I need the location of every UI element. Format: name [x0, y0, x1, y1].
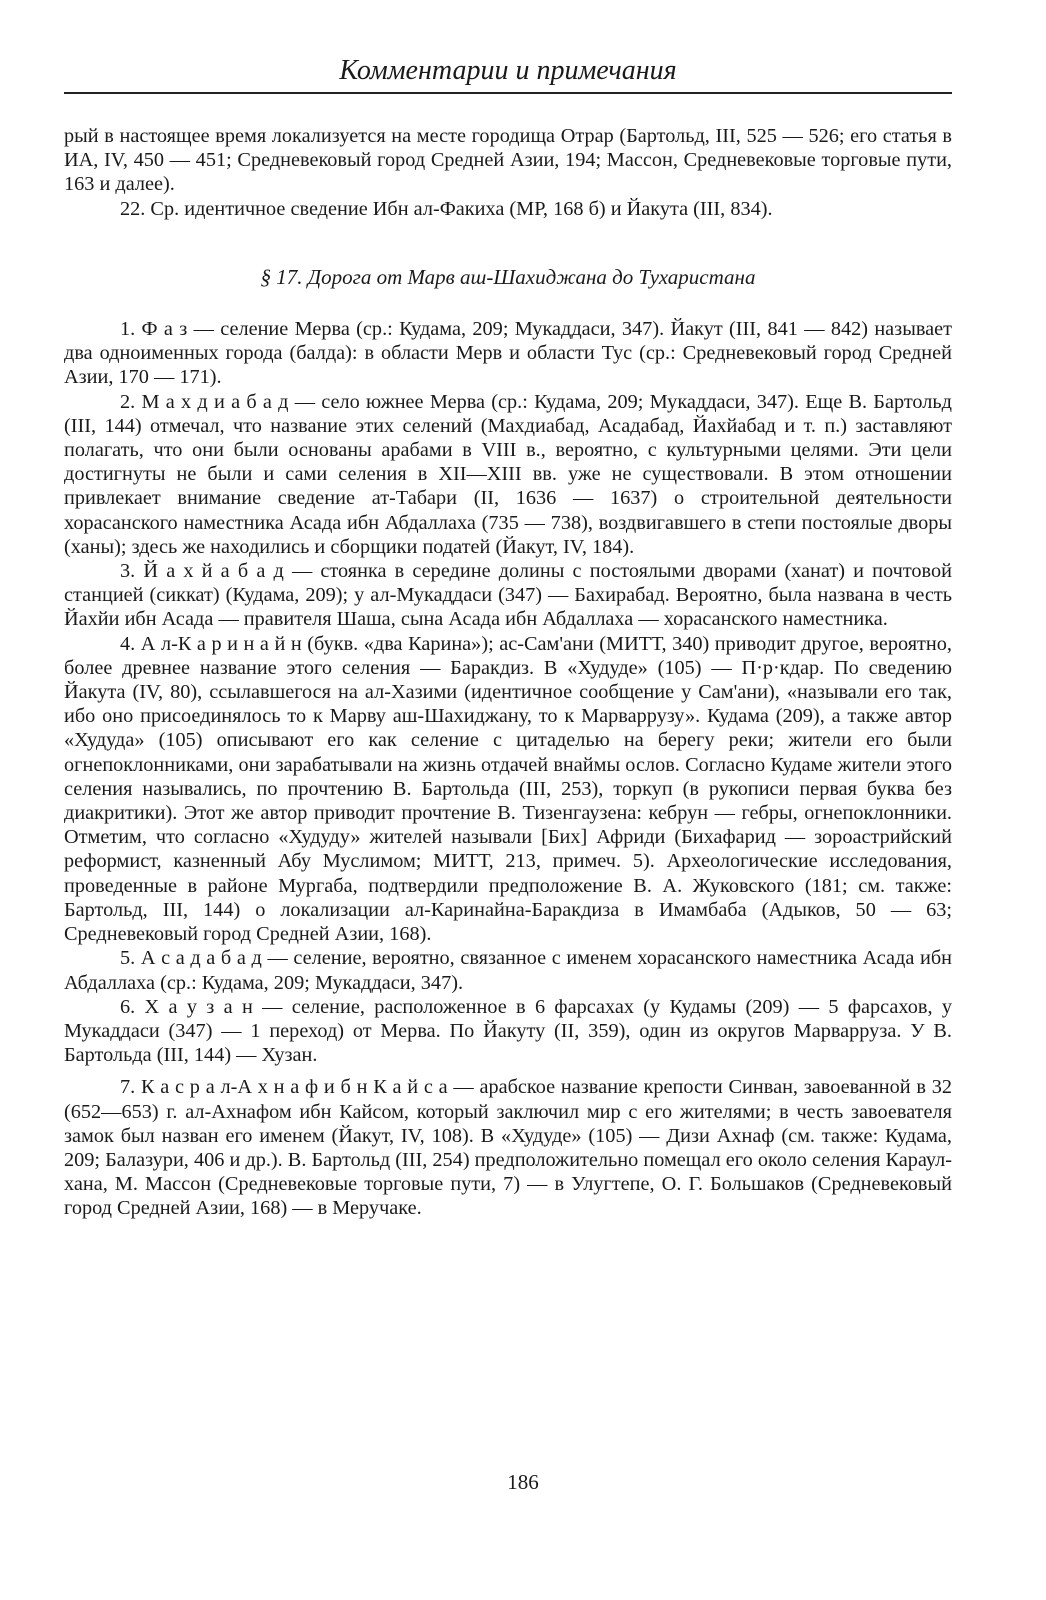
- note-1: 1. Ф а з — селение Мерва (ср.: Кудама, 209; Мукаддаси, 347). Йакут (III, 841 — 842) называет два одноименных города (балда): в области Мерв и области Тус (ср.: Средневековый город Средней Азии, 170 — 171).: [64, 318, 952, 389]
- paragraph-gap: [64, 1067, 952, 1075]
- header-rule: [64, 92, 952, 94]
- note-6: 6. Х а у з а н — селение, расположенное в 6 фарсахах (у Кудамы (209) — 5 фарсахов, у Мукаддаси (347) — 1 переход) от Мерва. По Йакуту (II, 359), один из округов Марварруза. У В. Бартольда (III, 144) — Хузан.: [64, 995, 952, 1067]
- note-3: 3. Й а х й а б а д — стоянка в середине долины с постоялыми дворами (ханат) и почтовой станцией (сиккат) (Кудама, 209); у ал-Мукаддаси (347) — Бахирабад. Вероятно, была названа в честь Йахйи ибн Асада — правителя Шаша, сына Асада ибн Абдаллаха — хорасанского наместника.: [64, 560, 952, 631]
- note-7: 7. К а с р а л-А х н а ф и б н К а й с а — арабское название крепости Синван, завоеванной в 32 (652—653) г. ал-Ахнафом ибн Кайсом, который заключил мир с его жителями; в честь завоевателя замок был назван его именем (Йакут, IV, 108). В «Худуде» (105) — Дизи Ахнаф (см. также: Кудама, 209; Балазури, 406 и др.). В. Бартольд (III, 254) предположительно помещал его около селения Караул-хана, М. Массон (Средневековые торговые пути, 7) — в Улугтепе, О. Г. Большаков (Средневековый город Средней Азии, 168) — в Меручаке.: [64, 1076, 952, 1220]
- note-4: 4. А л-К а р и н а й н (букв. «два Карина»); ас-Сам'ани (МИТТ, 340) приводит другое, вероятно, более древнее название этого селения — Баракдиз. В «Худуде» (105) — П·р·кдар. По сведению Йакута (IV, 80), ссылавшегося на ал-Хазими (идентичное сообщение у Сам'ани), «называли его так, ибо оно присоединялось то к Марву аш-Шахиджану, то к Марваррузу». Кудама (209), а также автор «Худуда» (105) описывают его как селение с цитаделью на берегу реки; жители его были огнепоклонниками, они зарабатывали на жизнь отдачей внаймы ослов. Согласно Кудаме жители этого селения назывались, по прочтению В. Бартольда (III, 253), торкуп (в рукописи первая буква без диакритики). Этот же автор приводит прочтение В. Тизенгаузена: кебрун — гебры, огнепоклонники. Отметим, что согласно «Худуду» жителей называли [Бих] Африди (Бихафарид — зороастрийский реформист, казненный Абу Муслимом; МИТТ, 213, примеч. 5). Археологические исследования, проведенные в районе Мургаба, подтвердили предположение В. А. Жуковского (181; см. также: Бартольд, III, 144) о локализации ал-Каринайна-Баракдиза в Имамбаба (Адыков, 50 — 63; Средневековый город Средней Азии, 168).: [64, 632, 952, 946]
- note-5: 5. А с а д а б а д — селение, вероятно, связанное с именем хорасанского наместника Асада ибн Абдаллаха (ср.: Кудама, 209; Мукаддаси, 347).: [64, 947, 952, 994]
- running-header: Комментарии и примечания: [339, 55, 677, 86]
- text-body: [64, 124, 952, 1221]
- note-22: 22. Ср. идентичное сведение Ибн ал-Факиха (МР, 168 б) и Йакута (III, 834).: [120, 197, 773, 220]
- note-2: 2. М а х д и а б а д — село южнее Мерва (ср.: Кудама, 209; Мукаддаси, 347). Еще В. Бартольд (III, 144) отмечал, что название этих селений (Махдиабад, Асадабад, Йахйабад и т. п.) заставляют полагать, что они были основаны арабами в VIII в., вероятно, с культурными целями. Эти цели достигнуты не были и сами селения в XII—XIII вв. уже не существовали. В этом отношении привлекает внимание сведение ат-Табари (II, 1636 — 1637) о строительной деятельности хорасанского наместника Асада ибн Абдаллаха (735 — 738), воздвигавшего в степи постоялые дворы (ханы); здесь же находились и сборщики податей (Йакут, IV, 184).: [64, 390, 952, 558]
- page-number: 186: [507, 1470, 539, 1494]
- continued-paragraph: рый в настоящее время локализуется на месте городища Отрар (Бартольд, III, 525 — 526; его статья в ИА, IV, 450 — 451; Средневековый город Средней Азии, 194; Массон, Средневековые торговые пути, 163 и далее).: [64, 125, 952, 196]
- section-title: § 17. Дорога от Марв аш-Шахиджана до Тухаристана: [260, 264, 756, 289]
